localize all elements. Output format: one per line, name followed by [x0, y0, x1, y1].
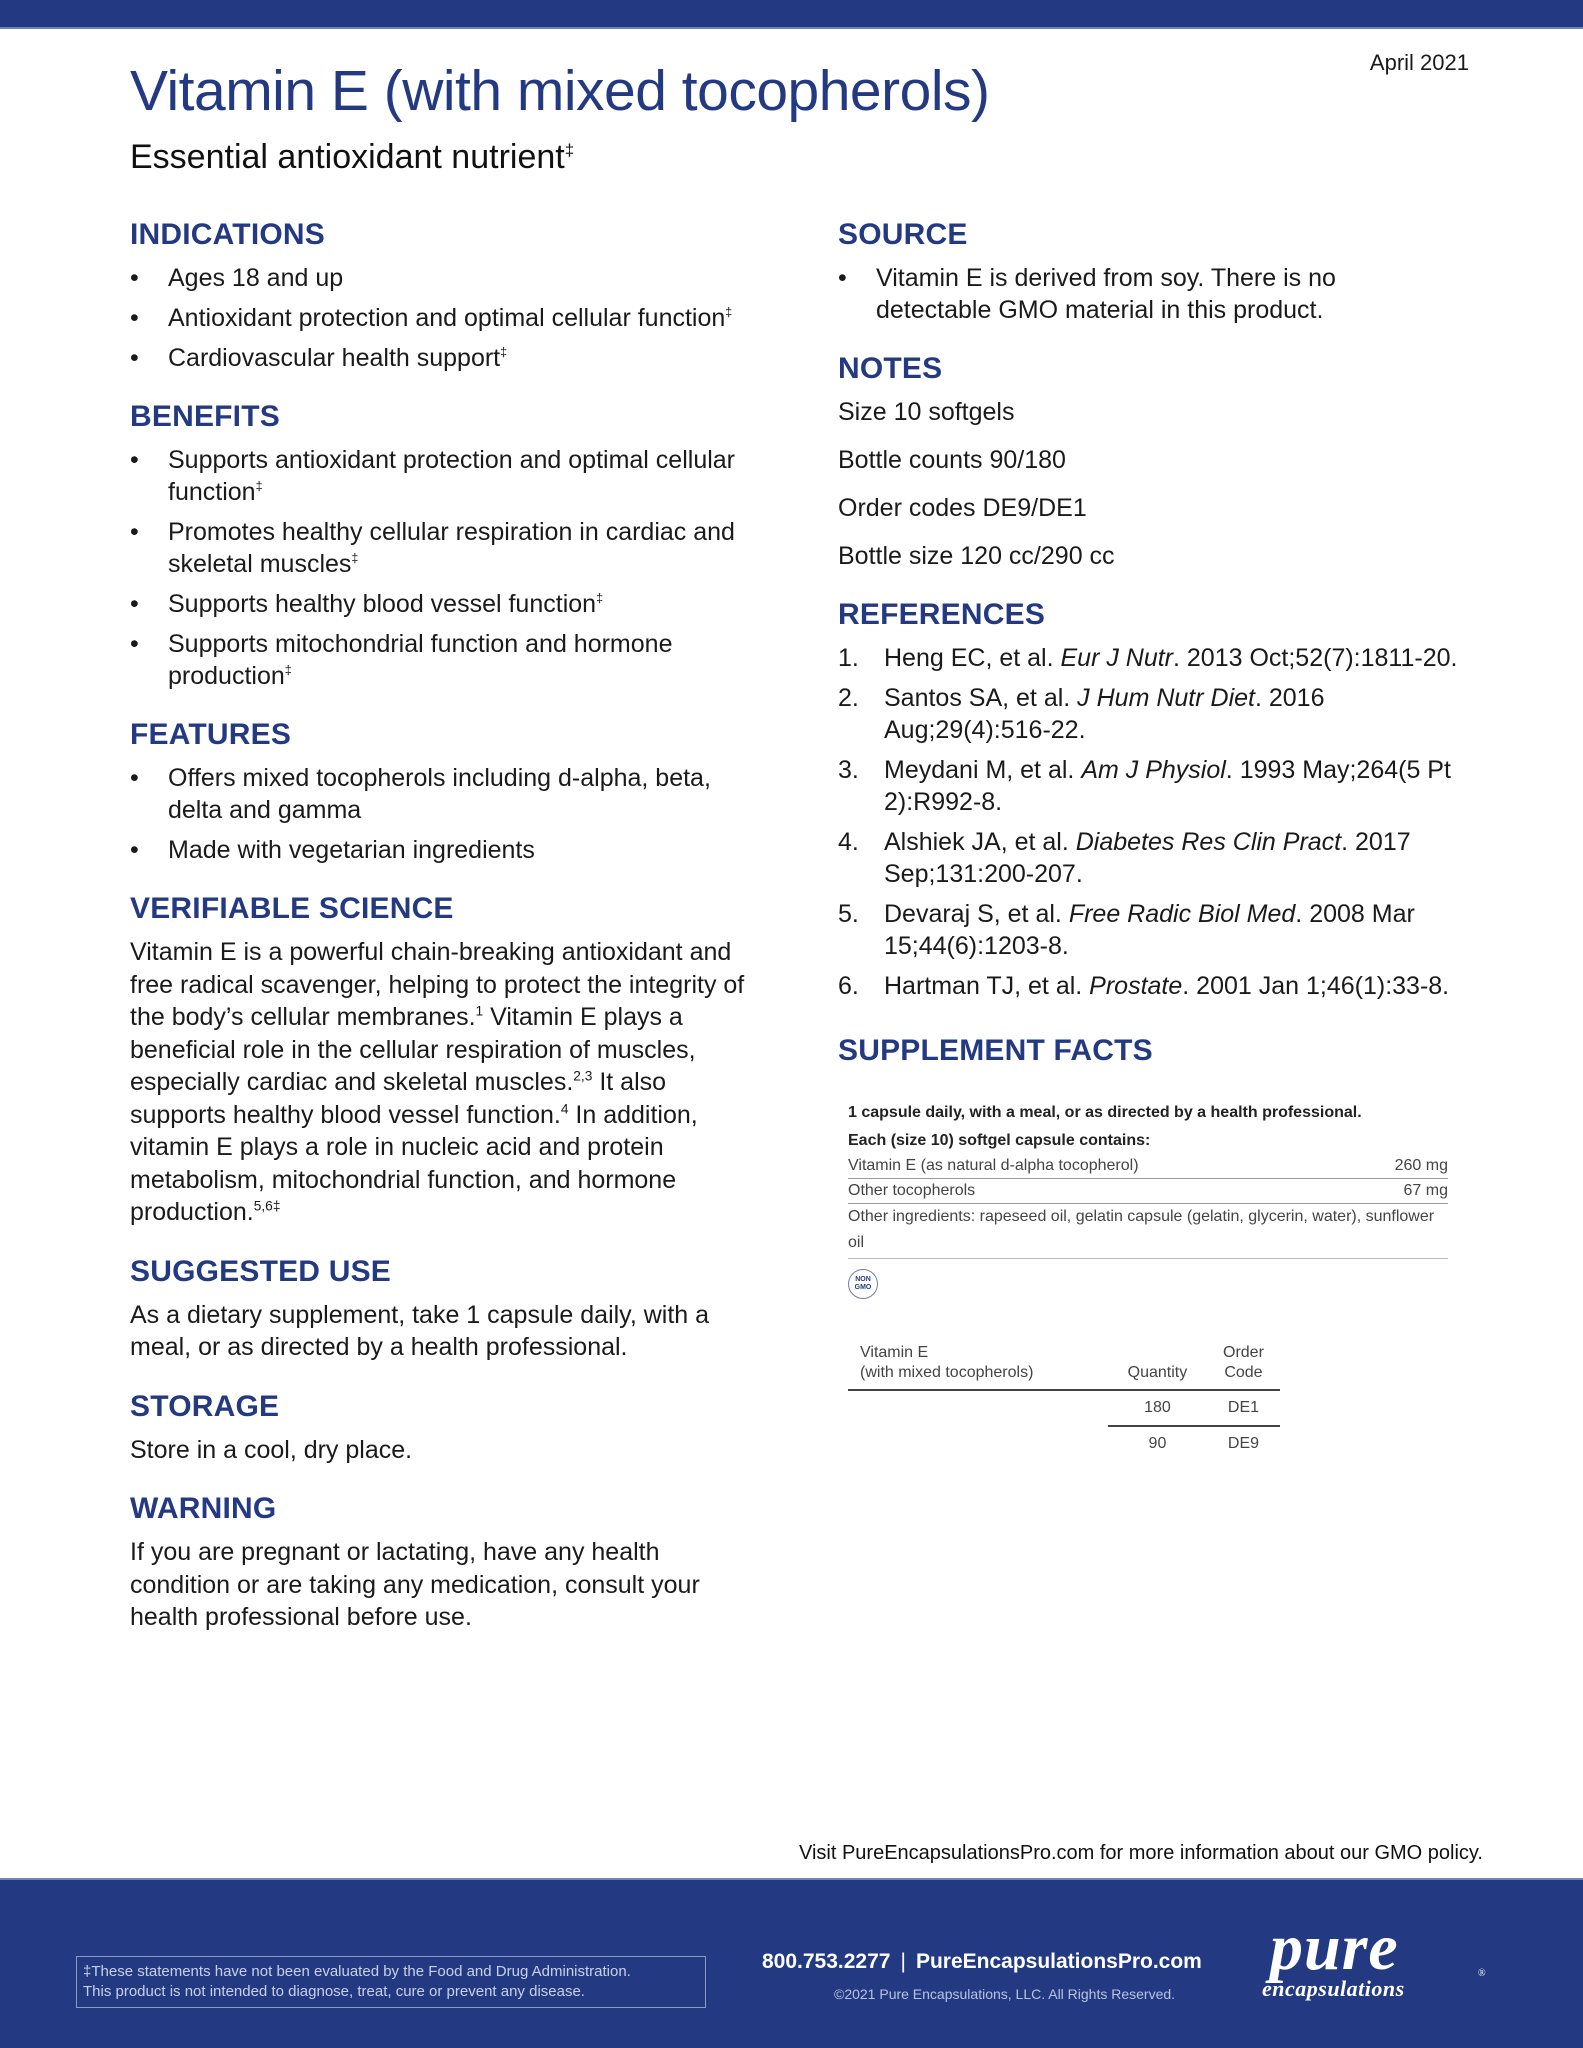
dagger-mark: ‡ [725, 305, 733, 320]
suggested-use-section [130, 1255, 760, 1364]
item-text: Made with vegetarian ingredients [168, 836, 535, 864]
empty-cell [848, 1390, 1108, 1426]
bullet-icon: • [130, 764, 139, 792]
table-header-row [848, 1339, 1280, 1390]
code-cell: DE9 [1227, 1435, 1260, 1452]
list-item [130, 302, 760, 334]
science-text: It also supports healthy blood vessel function. [130, 1068, 667, 1129]
product-header [848, 1339, 1108, 1390]
verifiable-science-section [130, 892, 760, 1229]
item-text: Supports healthy blood vessel function [168, 590, 597, 618]
header-text: (with mixed tocopherols) [860, 1364, 1034, 1381]
section-title: INDICATIONS [130, 218, 325, 251]
reference-number: 2. [838, 684, 859, 712]
section-title: SOURCE [838, 218, 968, 251]
section-title: STORAGE [130, 1389, 280, 1423]
bullet-icon: • [130, 518, 139, 546]
science-paragraph [130, 936, 760, 1229]
left-column [130, 218, 760, 1660]
dagger-mark: ‡ [255, 479, 263, 494]
reference-authors: Devaraj S, et al. [884, 900, 1069, 928]
bullet-icon: • [130, 344, 139, 372]
reference-journal: J Hum Nutr Diet [1077, 684, 1255, 712]
reference-number: 1. [838, 644, 859, 672]
storage-text: Store in a cool, dry place. [130, 1435, 413, 1464]
supplement-facts-section [838, 1034, 1458, 1461]
notes-section [838, 352, 1458, 572]
header-text: Code [1224, 1364, 1263, 1381]
reference-item [838, 898, 1458, 962]
gmo-policy-note: Visit PureEncapsulationsPro.com for more information about our GMO policy. [798, 1842, 1483, 1864]
section-title: BENEFITS [130, 400, 280, 433]
item-text: Ages 18 and up [168, 264, 344, 292]
dagger-mark: ‡ [351, 551, 359, 566]
registered-mark: ® [1478, 1968, 1486, 1979]
source-section [838, 218, 1458, 326]
features-section [130, 718, 760, 866]
logo-text: pure [1270, 1911, 1399, 1984]
reference-item [838, 970, 1458, 1002]
indications-section [130, 218, 760, 374]
bullet-icon: • [130, 630, 139, 658]
contact-info [762, 1950, 1202, 1974]
warning-section [130, 1492, 760, 1634]
science-text: Vitamin E plays a beneficial role in the cellular respiration of muscles, especially cardiac and skeletal muscles. [130, 1003, 696, 1096]
dagger-mark: ‡ [284, 663, 292, 678]
separator: | [900, 1950, 906, 1973]
reference-authors: Meydani M, et al. [884, 756, 1082, 784]
phone-number[interactable]: 800.753.2277 [762, 1950, 891, 1973]
reference-journal: Eur J Nutr [1060, 644, 1174, 672]
science-text: In addition, vitamin E plays a role in nucleic acid and protein metabolism, mitochondrial function, and hormone production. [130, 1100, 698, 1226]
brand-logo [1262, 1911, 1492, 2012]
bullet-icon: • [130, 836, 139, 864]
item-text: Vitamin E is derived from soy. There is no detectable GMO material in this product. [876, 264, 1336, 324]
section-title: VERIFIABLE SCIENCE [130, 892, 454, 925]
quantity-cell: 90 [1148, 1435, 1167, 1452]
reference-details: . 2001 Jan 1;46(1):33-8. [1182, 972, 1450, 1000]
note-line: Size 10 softgels [838, 398, 1015, 426]
list-item [130, 516, 760, 580]
science-text: Vitamin E is a powerful chain-breaking antioxidant and free radical scavenger, helping to protect the integrity of the body’s cellular membranes. [130, 938, 745, 1031]
dagger-mark: ‡ [564, 140, 575, 160]
disclaimer-text: This product is not intended to diagnose, treat, cure or prevent any disease. [83, 1983, 585, 2000]
section-title: FEATURES [130, 718, 292, 751]
reference-details: . 1993 May;264(5 Pt 2):R992-8. [884, 756, 1451, 816]
footer [0, 1878, 1583, 2048]
order-table [848, 1339, 1280, 1461]
fda-disclaimer [76, 1956, 706, 2008]
note-line: Bottle size 120 cc/290 cc [838, 542, 1115, 570]
dagger-mark: ‡ [500, 345, 508, 360]
reference-authors: Heng EC, et al. [884, 644, 1061, 672]
section-title: SUPPLEMENT FACTS [838, 1034, 1153, 1067]
badge-text: GMO [854, 1284, 872, 1291]
supplement-facts-panel [848, 1104, 1448, 1299]
reference-details: . 2008 Mar 15;44(6):1203-8. [884, 900, 1415, 960]
bullet-icon: • [130, 446, 139, 474]
other-ingredients: Other ingredients: rapeseed oil, gelatin capsule (gelatin, glycerin, water), sunflower oil [848, 1204, 1448, 1259]
item-text: Cardiovascular health support [168, 344, 501, 372]
section-title: SUGGESTED USE [130, 1254, 391, 1288]
reference-details: . 2013 Oct;52(7):1811-20. [1173, 644, 1458, 672]
citation-mark: 5,6‡ [253, 1198, 281, 1214]
top-banner [0, 0, 1583, 29]
citation-mark: 2,3 [573, 1068, 593, 1084]
reference-number: 5. [838, 900, 859, 928]
bullet-icon: • [838, 264, 847, 292]
reference-authors: Santos SA, et al. [884, 684, 1078, 712]
code-cell: DE1 [1207, 1390, 1280, 1426]
bullet-icon: • [130, 590, 139, 618]
note-line: Order codes DE9/DE1 [838, 494, 1087, 522]
reference-details: . 2016 Aug;29(4):516-22. [884, 684, 1325, 744]
citation-mark: 1 [475, 1003, 484, 1019]
list-item [838, 262, 1458, 326]
reference-details: . 2017 Sep;131:200-207. [884, 828, 1411, 888]
note-line: Bottle counts 90/180 [838, 446, 1066, 474]
reference-item [838, 826, 1458, 890]
website-link[interactable]: PureEncapsulationsPro.com [915, 1950, 1202, 1973]
ingredient-name: Vitamin E (as natural d-alpha tocopherol) [848, 1157, 1139, 1174]
reference-authors: Hartman TJ, et al. [884, 972, 1090, 1000]
reference-item [838, 754, 1458, 818]
item-text: Supports antioxidant protection and optimal cellular function [168, 446, 736, 506]
code-header [1207, 1339, 1280, 1390]
logo-text: encapsulations [1262, 1976, 1405, 2001]
bullet-icon: • [130, 304, 139, 332]
reference-number: 4. [838, 828, 859, 856]
right-column [838, 218, 1458, 1487]
quantity-header: Quantity [1108, 1339, 1207, 1390]
ingredient-name: Other tocopherols [848, 1182, 976, 1199]
page-title: Vitamin E (with mixed tocopherols) [130, 59, 990, 123]
bullet-icon: • [130, 264, 139, 292]
reference-authors: Alshiek JA, et al. [884, 828, 1076, 856]
empty-cell [848, 1426, 1108, 1461]
header-text: Order [1223, 1344, 1264, 1361]
reference-number: 3. [838, 756, 859, 784]
ingredient-row [848, 1154, 1448, 1179]
suggested-use-text: As a dietary supplement, take 1 capsule daily, with a meal, or as directed by a health professional. [130, 1300, 710, 1361]
copyright: ©2021 Pure Encapsulations, LLC. All Rights Reserved. [834, 1986, 1176, 2002]
reference-item [838, 642, 1458, 674]
list-item [130, 628, 760, 692]
list-item [130, 834, 760, 866]
reference-journal: Am J Physiol [1081, 756, 1226, 784]
section-title: NOTES [838, 352, 943, 385]
header-text: Vitamin E [860, 1344, 929, 1361]
non-gmo-badge-icon [848, 1269, 878, 1299]
list-item [130, 262, 760, 294]
item-text: Supports mitochondrial function and hormone production [168, 630, 673, 690]
list-item [130, 342, 760, 374]
serving-text: Each (size 10) softgel capsule contains: [848, 1132, 1151, 1149]
item-text: Antioxidant protection and optimal cellular function [168, 304, 726, 332]
benefits-section [130, 400, 760, 692]
item-text: Offers mixed tocopherols including d-alpha, beta, delta and gamma [168, 764, 711, 824]
document-date: April 2021 [1369, 50, 1469, 75]
directions-text: 1 capsule daily, with a meal, or as directed by a health professional. [848, 1104, 1362, 1121]
reference-journal: Prostate [1089, 972, 1183, 1000]
dagger-mark: ‡ [596, 591, 604, 606]
reference-journal: Free Radic Biol Med [1068, 900, 1296, 928]
item-text: Promotes healthy cellular respiration in cardiac and skeletal muscles [168, 518, 735, 578]
badge-text: NON [855, 1276, 871, 1283]
ingredient-amount: 67 mg [1403, 1182, 1448, 1199]
table-row [848, 1426, 1280, 1461]
subtitle-text: Essential antioxidant nutrient [130, 138, 565, 176]
warning-text: If you are pregnant or lactating, have any health condition or are taking any medication, consult your health professional before use. [130, 1538, 700, 1631]
page-subtitle [130, 138, 574, 177]
list-item [130, 762, 760, 826]
references-section [838, 598, 1458, 1002]
storage-section [130, 1390, 760, 1467]
section-title: WARNING [130, 1492, 277, 1525]
reference-item [838, 682, 1458, 746]
ingredient-row [848, 1179, 1448, 1204]
ingredient-amount: 260 mg [1394, 1157, 1448, 1174]
list-item [130, 588, 760, 620]
citation-mark: 4 [560, 1101, 569, 1117]
list-item [130, 444, 760, 508]
table-row [848, 1390, 1280, 1426]
reference-journal: Diabetes Res Clin Pract [1075, 828, 1342, 856]
section-title: REFERENCES [838, 598, 1046, 631]
reference-number: 6. [838, 972, 859, 1000]
disclaimer-text: ‡These statements have not been evaluated by the Food and Drug Administration. [83, 1963, 631, 1980]
quantity-cell: 180 [1108, 1390, 1207, 1426]
